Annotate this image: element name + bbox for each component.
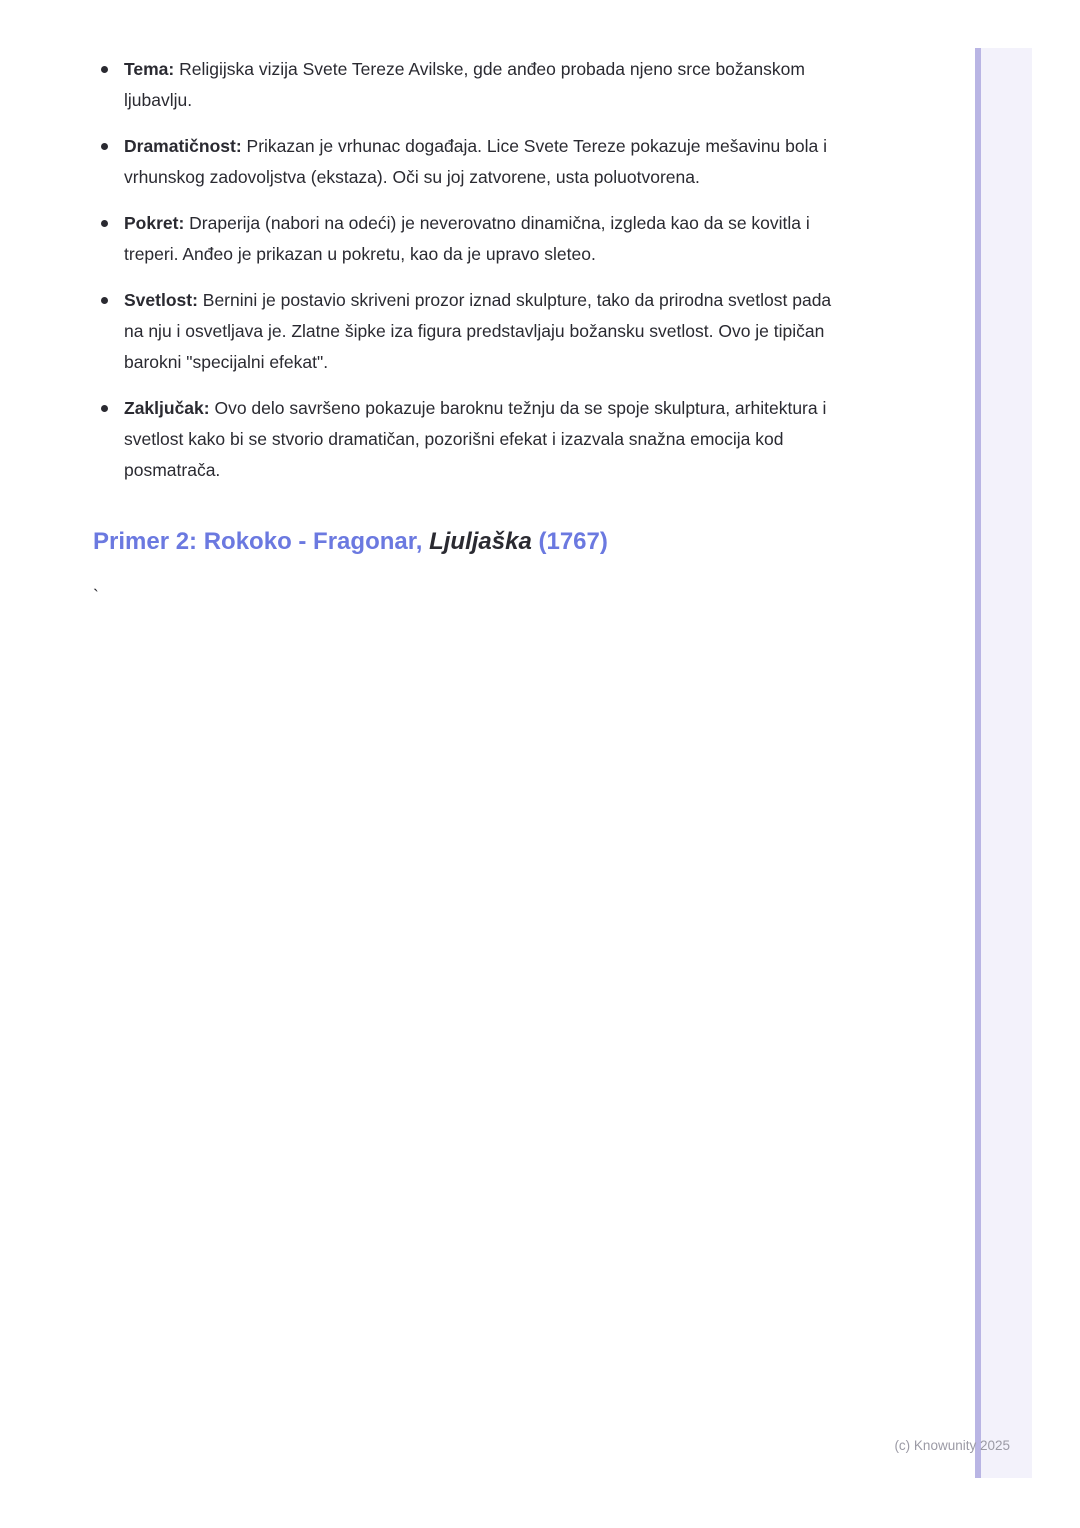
section-heading-year: (1767) <box>531 528 608 555</box>
list-item-label: Zaključak: <box>124 398 210 418</box>
list-item <box>93 54 853 116</box>
bullet-dot <box>101 220 108 227</box>
list-item <box>93 208 853 270</box>
list-item-text: Ovo delo savršeno pokazuje baroknu težnju da se spoje skulptura, arhitektura i svetlost kako bi se stvorio dramatičan, pozorišni efekat i izazvala snažna emocija kod posmatrača. <box>124 398 827 480</box>
list-item-label: Dramatičnost: <box>124 136 242 156</box>
stray-backtick: ` <box>93 586 99 606</box>
list-item-label: Svetlost: <box>124 290 198 310</box>
list-item <box>93 285 853 378</box>
list-item-text: Prikazan je vrhunac događaja. Lice Svete Tereze pokazuje mešavinu bola i vrhunskog zadovoljstva (ekstaza). Oči su joj zatvorene, usta poluotvorena. <box>124 136 827 187</box>
analysis-bullet-list <box>93 54 853 486</box>
bullet-dot <box>101 297 108 304</box>
page-edge-strip <box>981 48 1032 1478</box>
list-item-text: Bernini je postavio skriveni prozor iznad skulpture, tako da prirodna svetlost pada na nju i osvetljava je. Zlatne šipke iza figura predstavljaju božansku svetlost. Ovo je tipičan barokni "specijalni efekat". <box>124 290 832 372</box>
section-heading-artwork-title: Ljuljaška <box>429 528 532 555</box>
list-item-text: Religijska vizija Svete Tereze Avilske, gde anđeo probada njeno srce božanskom ljubavlju. <box>124 59 805 110</box>
page-edge-strip-border <box>975 48 981 1478</box>
document-content <box>93 54 853 612</box>
list-item <box>93 393 853 486</box>
bullet-dot <box>101 143 108 150</box>
bullet-dot <box>101 405 108 412</box>
section-heading <box>93 527 853 557</box>
bullet-dot <box>101 66 108 73</box>
footer-credit: (c) Knowunity 2025 <box>894 1438 1010 1453</box>
list-item-text: Draperija (nabori na odeći) je neverovatno dinamična, izgleda kao da se kovitla i treperi. Anđeo je prikazan u pokretu, kao da je upravo sleteo. <box>124 213 810 264</box>
list-item-label: Tema: <box>124 59 175 79</box>
list-item-label: Pokret: <box>124 213 185 233</box>
section-heading-prefix: Primer 2: Rokoko - Fragonar, <box>93 528 430 555</box>
list-item <box>93 131 853 193</box>
